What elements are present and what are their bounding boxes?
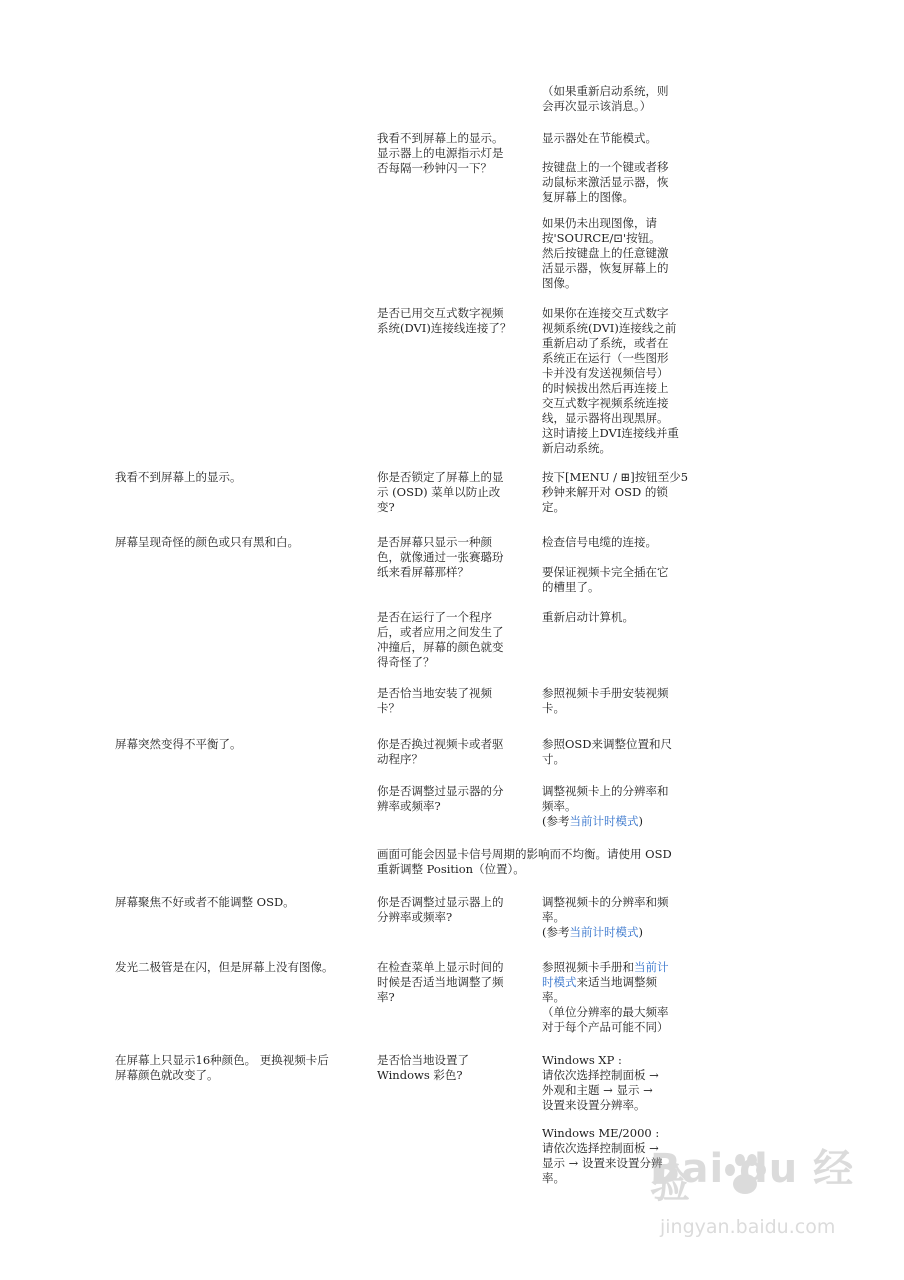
solution-text: 检查信号电缆的连接。 [542, 535, 657, 549]
question-text: 是否恰当地安装了视频 卡？ [377, 686, 492, 715]
symptom-text: 发光二极管是在闪，但是屏幕上没有图像。 [115, 960, 334, 974]
solution-text: 显示器处在节能模式。 [542, 131, 657, 145]
question-text: 在检查菜单上显示时间的 时候是否适当地调整了频 率? [377, 960, 504, 1004]
note-text: 画面可能会因显卡信号周期的影响而不均衡。请使用 OSD 重新调整 Position（位置）。 [377, 847, 672, 876]
solution-text-part: 调整视频卡的分辨率和频 率。 (参考 [542, 895, 669, 939]
solution-text-part: 参照视频卡手册和 [542, 960, 634, 974]
solution-text: 要保证视频卡完全插在它 的槽里了。 [542, 565, 669, 594]
solution-text: 如果你在连接交互式数字 视频系统(DVI)连接线之前 重新启动了系统，或者在 系统正在运行（一些图形 卡并没有发送视频信号） 的时候拔出然后再连接上 交互式数字视频系统连接 线，显示器将出现黑屏。 这时请接上DVI连接线并重 新启动系统。 [542, 306, 679, 455]
question-text: 是否屏幕只显示一种颜 色，就像通过一张赛璐玢 纸来看屏幕那样？ [377, 535, 504, 579]
solution-text: 重新启动计算机。 [542, 610, 634, 624]
symptom-text: 在屏幕上只显示16种颜色。 更换视频卡后 屏幕颜色就改变了。 [115, 1053, 329, 1082]
question-text: 是否恰当地设置了 Windows 彩色? [377, 1053, 469, 1082]
solution-text: 参照OSD来调整位置和尺 寸。 [542, 737, 673, 766]
question-text: 我看不到屏幕上的显示。 显示器上的电源指示灯是 否每隔一秒钟闪一下？ [377, 131, 504, 175]
solution-text: （如果重新启动系统，则 会再次显示该消息。） [542, 84, 669, 113]
solution-text: 按键盘上的一个键或者移 动鼠标来激活显示器，恢 复屏幕上的图像。 [542, 160, 669, 204]
question-text: 你是否锁定了屏幕上的显 示 (OSD) 菜单以防止改 变? [377, 470, 504, 514]
question-text: 是否在运行了一个程序 后，或者应用之间发生了 冲撞后，屏幕的颜色就变 得奇怪了？ [377, 610, 504, 669]
solution-text: 参照视频卡手册安装视频 卡。 [542, 686, 669, 715]
symptom-text: 屏幕呈现奇怪的颜色或只有黑和白。 [115, 535, 299, 549]
solution-text-part: ) [638, 814, 643, 828]
timing-mode-link[interactable]: 当前计时模式 [569, 814, 639, 828]
solution-text: 按下[MENU / ⊞]按钮至少5 秒钟来解开对 OSD 的锁 定。 [542, 470, 689, 514]
solution-text-part: 来适当地调整频 率。 （单位分辨率的最大频率 对于每个产品可能不同） [542, 975, 669, 1034]
question-text: 你是否换过视频卡或者驱 动程序？ [377, 737, 504, 766]
baidu-watermark [640, 1146, 860, 1260]
symptom-text: 屏幕聚焦不好或者不能调整 OSD。 [115, 895, 295, 909]
solution-text: Windows XP : 请依次选择控制面板 → 外观和主题 → 显示 → 设置来设置分辨率。 [542, 1053, 659, 1112]
timing-mode-link[interactable]: 当前计时模式 [569, 925, 639, 939]
solution-text [542, 895, 692, 940]
watermark-url: jingyan.baidu.com [660, 1216, 836, 1238]
solution-text [542, 960, 692, 1035]
solution-text-part: ) [638, 925, 643, 939]
question-text: 是否已用交互式数字视频 系统(DVI)连接线连接了？ [377, 306, 512, 335]
question-text: 你是否调整过显示器上的 分辨率或频率? [377, 895, 504, 924]
symptom-text: 我看不到屏幕上的显示。 [115, 470, 242, 484]
solution-text-part: 调整视频卡上的分辨率和 频率。 (参考 [542, 784, 669, 828]
symptom-text: 屏幕突然变得不平衡了。 [115, 737, 242, 751]
solution-text [542, 784, 692, 829]
solution-text: Windows ME/2000 : 请依次选择控制面板 → 显示 → 设置来设置分辨 率。 [542, 1126, 663, 1185]
question-text: 你是否调整过显示器的分 辨率或频率? [377, 784, 504, 813]
solution-text: 如果仍未出现图像，请 按'SOURCE/⊡'按钮。 然后按键盘上的任意键激 活显示器，恢复屏幕上的 图像。 [542, 216, 669, 290]
timing-mode-link[interactable]: 当前计 时模式 [542, 960, 669, 989]
watermark-logo: Bai du 经验 [650, 1146, 855, 1207]
